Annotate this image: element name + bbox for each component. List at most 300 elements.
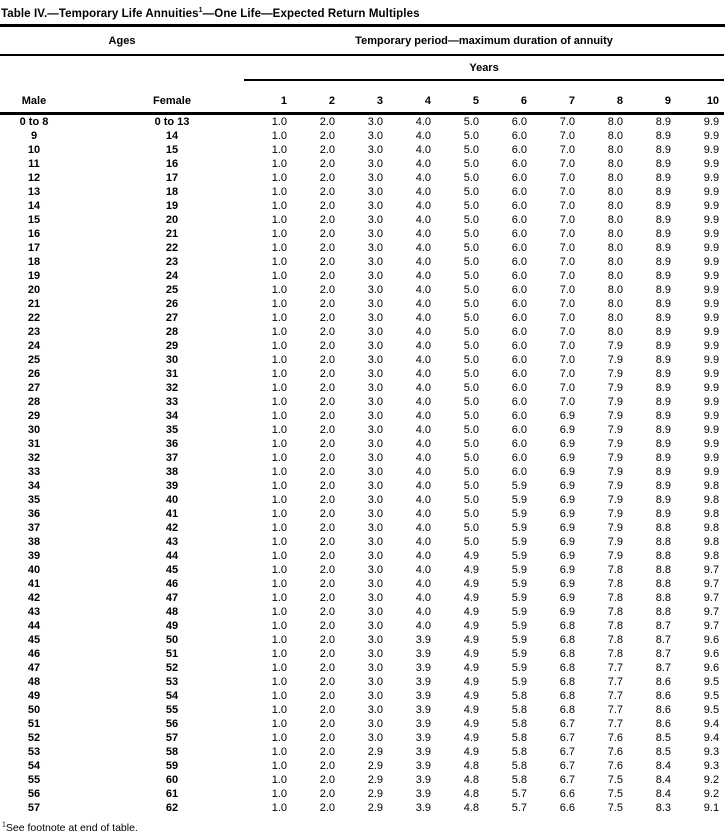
female-age-cell: 38 [165, 466, 179, 478]
multiple-value-cell: 9.8 [703, 494, 720, 506]
multiple-value-cell: 7.0 [559, 214, 575, 226]
multiple-value-cell: 5.0 [463, 382, 479, 394]
multiple-value-cell: 4.0 [415, 424, 431, 436]
multiple-value-cell: 3.0 [367, 592, 383, 604]
multiple-value-cell: 7.0 [559, 326, 575, 338]
multiple-value-cell: 3.0 [367, 284, 383, 296]
years-header: Years [244, 55, 724, 80]
multiple-value-cell: 5.9 [511, 550, 527, 562]
multiple-value-cell: 3.9 [415, 704, 431, 716]
male-age-cell: 36 [27, 508, 41, 520]
female-age-cell: 14 [165, 130, 179, 142]
multiple-value-cell: 8.0 [607, 256, 623, 268]
female-age-cell: 26 [165, 298, 179, 310]
multiple-value-cell: 4.0 [415, 466, 431, 478]
temporary-period-header: Temporary period—maximum duration of annuity [244, 27, 724, 55]
multiple-value-cell: 3.0 [367, 564, 383, 576]
multiple-value-cell: 7.9 [607, 340, 623, 352]
multiple-value-cell: 9.6 [703, 662, 720, 674]
multiple-value-cell: 8.8 [655, 564, 671, 576]
multiple-value-cell: 8.9 [655, 424, 671, 436]
multiple-value-cell: 3.9 [415, 690, 431, 702]
multiple-value-cell: 7.8 [607, 648, 623, 660]
female-age-cell: 42 [165, 522, 179, 534]
male-age-cell: 0 to 8 [19, 116, 49, 128]
footnote [0, 822, 725, 834]
male-age-cell: 45 [27, 634, 41, 646]
female-age-cell: 25 [165, 284, 179, 296]
male-age-cell: 42 [27, 592, 41, 604]
multiple-value-cell: 3.0 [367, 298, 383, 310]
multiple-value-cell: 1.0 [271, 228, 287, 240]
male-age-cell: 15 [27, 214, 41, 226]
multiple-value-cell: 8.9 [655, 214, 671, 226]
multiple-value-cell: 4.8 [463, 788, 479, 800]
female-age-cell: 21 [165, 228, 179, 240]
multiple-value-cell: 8.0 [607, 200, 623, 212]
multiple-value-cell: 1.0 [271, 522, 287, 534]
multiple-value-cell: 8.6 [655, 690, 671, 702]
multiple-value-cell: 8.9 [655, 396, 671, 408]
multiple-value-cell: 3.9 [415, 774, 431, 786]
multiple-value-cell: 5.0 [463, 172, 479, 184]
male-age-cell: 31 [27, 438, 41, 450]
multiple-value-cell: 1.0 [271, 634, 287, 646]
multiple-value-cell: 8.3 [655, 802, 671, 814]
multiple-value-cell: 1.0 [271, 648, 287, 660]
multiple-value-cell: 6.0 [511, 242, 527, 254]
title-text-pre: Table IV.—Temporary Life Annuities [1, 8, 199, 20]
multiple-value-cell: 7.9 [607, 354, 623, 366]
multiple-value-cell: 5.9 [511, 508, 527, 520]
male-age-cell: 27 [27, 382, 41, 394]
multiple-value-cell: 2.0 [319, 340, 335, 352]
multiple-value-cell: 3.9 [415, 802, 431, 814]
multiple-value-cell: 1.0 [271, 718, 287, 730]
male-age-cell: 55 [27, 774, 41, 786]
multiple-value-cell: 4.8 [463, 802, 479, 814]
multiple-value-cell: 4.0 [415, 326, 431, 338]
multiple-value-cell: 7.9 [607, 480, 623, 492]
multiple-value-cell: 3.0 [367, 228, 383, 240]
multiple-value-cell: 7.0 [559, 130, 575, 142]
multiple-value-cell: 2.0 [319, 508, 335, 520]
multiple-value-cell: 1.0 [271, 424, 287, 436]
multiple-value-cell: 6.0 [511, 256, 527, 268]
multiple-value-cell: 1.0 [271, 242, 287, 254]
multiple-value-cell: 9.7 [703, 606, 720, 618]
multiple-value-cell: 9.8 [703, 522, 720, 534]
multiple-value-cell: 6.0 [511, 130, 527, 142]
female-age-cell: 19 [165, 200, 179, 212]
multiple-value-cell: 5.9 [511, 522, 527, 534]
multiple-value-cell: 8.5 [655, 732, 671, 744]
multiple-value-cell: 2.0 [319, 634, 335, 646]
multiple-value-cell: 3.9 [415, 676, 431, 688]
female-age-cell: 39 [165, 480, 179, 492]
multiple-value-cell: 2.0 [319, 200, 335, 212]
multiple-value-cell: 2.0 [319, 480, 335, 492]
male-age-cell: 41 [27, 578, 41, 590]
multiple-value-cell: 9.9 [703, 242, 720, 254]
multiple-value-cell: 6.8 [559, 690, 575, 702]
multiple-value-cell: 2.0 [319, 802, 335, 814]
multiple-value-cell: 1.0 [271, 494, 287, 506]
table-row [0, 339, 724, 353]
multiple-value-cell: 1.0 [271, 732, 287, 744]
multiple-value-cell: 7.6 [607, 746, 623, 758]
multiple-value-cell: 8.7 [655, 648, 671, 660]
table-row [0, 479, 724, 493]
multiple-value-cell: 8.9 [655, 312, 671, 324]
multiple-value-cell: 8.8 [655, 536, 671, 548]
multiple-value-cell: 9.9 [703, 466, 720, 478]
multiple-value-cell: 5.9 [511, 620, 527, 632]
multiple-value-cell: 5.9 [511, 662, 527, 674]
multiple-value-cell: 8.7 [655, 634, 671, 646]
multiple-value-cell: 7.0 [559, 368, 575, 380]
multiple-value-cell: 1.0 [271, 312, 287, 324]
table-header [0, 27, 724, 114]
multiple-value-cell: 7.7 [607, 718, 623, 730]
multiple-value-cell: 2.0 [319, 172, 335, 184]
multiple-value-cell: 5.8 [511, 774, 527, 786]
multiple-value-cell: 9.7 [703, 592, 720, 604]
multiple-value-cell: 3.0 [367, 620, 383, 632]
female-age-cell: 43 [165, 536, 179, 548]
multiple-value-cell: 2.0 [319, 158, 335, 170]
multiple-value-cell: 1.0 [271, 158, 287, 170]
multiple-value-cell: 9.5 [703, 690, 720, 702]
multiple-value-cell: 7.7 [607, 690, 623, 702]
female-age-cell: 24 [165, 270, 179, 282]
multiple-value-cell: 6.9 [559, 536, 575, 548]
female-age-cell: 17 [165, 172, 179, 184]
year-column-header: 5 [436, 80, 484, 114]
multiple-value-cell: 1.0 [271, 200, 287, 212]
multiple-value-cell: 8.9 [655, 368, 671, 380]
multiple-value-cell: 1.0 [271, 186, 287, 198]
multiple-value-cell: 5.9 [511, 564, 527, 576]
multiple-value-cell: 3.0 [367, 648, 383, 660]
multiple-value-cell: 5.8 [511, 704, 527, 716]
female-age-cell: 44 [165, 550, 179, 562]
multiple-value-cell: 4.0 [415, 550, 431, 562]
multiple-value-cell: 1.0 [271, 676, 287, 688]
multiple-value-cell: 9.9 [703, 312, 720, 324]
multiple-value-cell: 2.0 [319, 564, 335, 576]
multiple-value-cell: 4.9 [463, 606, 479, 618]
multiple-value-cell: 7.0 [559, 200, 575, 212]
multiple-value-cell: 3.0 [367, 704, 383, 716]
multiple-value-cell: 9.8 [703, 550, 720, 562]
multiple-value-cell: 2.0 [319, 382, 335, 394]
multiple-value-cell: 2.0 [319, 494, 335, 506]
multiple-value-cell: 9.5 [703, 676, 720, 688]
female-age-cell: 62 [165, 802, 179, 814]
multiple-value-cell: 3.0 [367, 676, 383, 688]
multiple-value-cell: 7.0 [559, 256, 575, 268]
multiple-value-cell: 4.0 [415, 564, 431, 576]
female-column-header: Female [68, 80, 244, 114]
multiple-value-cell: 8.8 [655, 550, 671, 562]
multiple-value-cell: 3.0 [367, 172, 383, 184]
multiple-value-cell: 8.8 [655, 606, 671, 618]
multiple-value-cell: 3.0 [367, 116, 383, 128]
multiple-value-cell: 7.0 [559, 354, 575, 366]
multiple-value-cell: 9.8 [703, 480, 720, 492]
multiple-value-cell: 1.0 [271, 354, 287, 366]
multiple-value-cell: 4.0 [415, 536, 431, 548]
multiple-value-cell: 4.9 [463, 718, 479, 730]
multiple-value-cell: 2.9 [367, 802, 383, 814]
female-age-cell: 59 [165, 760, 179, 772]
multiple-value-cell: 4.0 [415, 116, 431, 128]
multiple-value-cell: 7.9 [607, 396, 623, 408]
multiple-value-cell: 5.0 [463, 354, 479, 366]
multiple-value-cell: 4.9 [463, 578, 479, 590]
multiple-value-cell: 6.0 [511, 424, 527, 436]
multiple-value-cell: 4.9 [463, 620, 479, 632]
multiple-value-cell: 5.8 [511, 718, 527, 730]
multiple-value-cell: 6.9 [559, 424, 575, 436]
footnote-text: See footnote at end of table. [5, 822, 138, 834]
table-row [0, 199, 724, 213]
table-row [0, 619, 724, 633]
multiple-value-cell: 8.9 [655, 480, 671, 492]
multiple-value-cell: 5.0 [463, 536, 479, 548]
multiple-value-cell: 3.0 [367, 494, 383, 506]
multiple-value-cell: 2.0 [319, 592, 335, 604]
multiple-value-cell: 4.0 [415, 522, 431, 534]
multiple-value-cell: 6.0 [511, 172, 527, 184]
multiple-value-cell: 5.0 [463, 424, 479, 436]
multiple-value-cell: 5.0 [463, 340, 479, 352]
multiple-value-cell: 5.0 [463, 452, 479, 464]
multiple-value-cell: 2.0 [319, 466, 335, 478]
table-row [0, 689, 724, 703]
multiple-value-cell: 6.7 [559, 760, 575, 772]
male-age-cell: 50 [27, 704, 41, 716]
multiple-value-cell: 9.9 [703, 284, 720, 296]
multiple-value-cell: 4.0 [415, 592, 431, 604]
female-age-cell: 60 [165, 774, 179, 786]
multiple-value-cell: 7.9 [607, 368, 623, 380]
multiple-value-cell: 6.8 [559, 648, 575, 660]
multiple-value-cell: 3.0 [367, 550, 383, 562]
multiple-value-cell: 8.0 [607, 242, 623, 254]
male-age-cell: 48 [27, 676, 41, 688]
multiple-value-cell: 7.0 [559, 116, 575, 128]
multiple-value-cell: 7.0 [559, 242, 575, 254]
multiple-value-cell: 3.0 [367, 606, 383, 618]
multiple-value-cell: 2.0 [319, 690, 335, 702]
multiple-value-cell: 2.0 [319, 550, 335, 562]
multiple-value-cell: 2.0 [319, 718, 335, 730]
multiple-value-cell: 2.0 [319, 438, 335, 450]
multiple-value-cell: 7.5 [607, 802, 623, 814]
multiple-value-cell: 4.9 [463, 592, 479, 604]
multiple-value-cell: 8.0 [607, 172, 623, 184]
female-age-cell: 34 [165, 410, 179, 422]
multiple-value-cell: 6.9 [559, 410, 575, 422]
male-age-cell: 20 [27, 284, 41, 296]
multiple-value-cell: 4.0 [415, 144, 431, 156]
male-age-cell: 25 [27, 354, 41, 366]
multiple-value-cell: 3.0 [367, 368, 383, 380]
male-age-cell: 11 [28, 158, 40, 170]
female-age-cell: 54 [165, 690, 179, 702]
multiple-value-cell: 6.0 [511, 214, 527, 226]
multiple-value-cell: 3.0 [367, 340, 383, 352]
multiple-value-cell: 8.9 [655, 298, 671, 310]
multiple-value-cell: 7.0 [559, 382, 575, 394]
multiple-value-cell: 7.9 [607, 466, 623, 478]
multiple-value-cell: 5.0 [463, 158, 479, 170]
multiple-value-cell: 8.5 [655, 746, 671, 758]
multiple-value-cell: 4.8 [463, 760, 479, 772]
male-age-cell: 56 [27, 788, 41, 800]
multiple-value-cell: 2.0 [319, 536, 335, 548]
multiple-value-cell: 9.9 [703, 116, 720, 128]
multiple-value-cell: 2.0 [319, 648, 335, 660]
table-row [0, 255, 724, 269]
multiple-value-cell: 3.0 [367, 662, 383, 674]
multiple-value-cell: 9.5 [703, 704, 720, 716]
table-row [0, 605, 724, 619]
multiple-value-cell: 5.9 [511, 592, 527, 604]
multiple-value-cell: 9.9 [703, 410, 720, 422]
multiple-value-cell: 2.0 [319, 704, 335, 716]
table-row [0, 381, 724, 395]
multiple-value-cell: 9.9 [703, 186, 720, 198]
multiple-value-cell: 1.0 [271, 480, 287, 492]
multiple-value-cell: 3.0 [367, 312, 383, 324]
multiple-value-cell: 5.0 [463, 368, 479, 380]
multiple-value-cell: 7.9 [607, 522, 623, 534]
female-age-cell: 23 [165, 256, 179, 268]
multiple-value-cell: 3.0 [367, 144, 383, 156]
multiple-value-cell: 6.8 [559, 676, 575, 688]
multiple-value-cell: 1.0 [271, 410, 287, 422]
male-age-cell: 28 [27, 396, 41, 408]
multiple-value-cell: 6.9 [559, 508, 575, 520]
multiple-value-cell: 7.5 [607, 774, 623, 786]
male-age-cell: 34 [27, 480, 41, 492]
year-column-header: 9 [628, 80, 676, 114]
multiple-value-cell: 1.0 [271, 508, 287, 520]
multiple-value-cell: 9.8 [703, 536, 720, 548]
multiple-value-cell: 9.9 [703, 438, 720, 450]
male-age-cell: 10 [27, 144, 41, 156]
female-age-cell: 55 [165, 704, 179, 716]
multiple-value-cell: 3.9 [415, 718, 431, 730]
multiple-value-cell: 6.7 [559, 746, 575, 758]
multiple-value-cell: 8.9 [655, 438, 671, 450]
multiple-value-cell: 2.0 [319, 354, 335, 366]
multiple-value-cell: 8.0 [607, 270, 623, 282]
multiple-value-cell: 4.0 [415, 298, 431, 310]
multiple-value-cell: 2.0 [319, 326, 335, 338]
female-age-cell: 22 [165, 242, 179, 254]
multiple-value-cell: 8.9 [655, 494, 671, 506]
multiple-value-cell: 5.8 [511, 732, 527, 744]
multiple-value-cell: 7.7 [607, 704, 623, 716]
table-body [0, 114, 724, 816]
male-age-cell: 14 [27, 200, 41, 212]
multiple-value-cell: 2.0 [319, 396, 335, 408]
male-age-cell: 37 [27, 522, 41, 534]
female-age-cell: 35 [165, 424, 179, 436]
multiple-value-cell: 3.0 [367, 270, 383, 282]
table-row [0, 661, 724, 675]
multiple-value-cell: 1.0 [271, 172, 287, 184]
header-spacer-cell [0, 55, 244, 80]
multiple-value-cell: 7.7 [607, 662, 623, 674]
multiple-value-cell: 8.0 [607, 312, 623, 324]
multiple-value-cell: 5.0 [463, 396, 479, 408]
multiple-value-cell: 1.0 [271, 382, 287, 394]
multiple-value-cell: 3.9 [415, 648, 431, 660]
year-column-header: 3 [340, 80, 388, 114]
footnote-marker: 1 [2, 821, 6, 829]
male-age-cell: 49 [27, 690, 41, 702]
multiple-value-cell: 3.0 [367, 200, 383, 212]
multiple-value-cell: 8.0 [607, 298, 623, 310]
multiple-value-cell: 3.9 [415, 760, 431, 772]
multiple-value-cell: 7.8 [607, 564, 623, 576]
multiple-value-cell: 9.9 [703, 452, 720, 464]
multiple-value-cell: 5.0 [463, 466, 479, 478]
multiple-value-cell: 4.0 [415, 186, 431, 198]
multiple-value-cell: 3.0 [367, 718, 383, 730]
multiple-value-cell: 3.9 [415, 634, 431, 646]
multiple-value-cell: 6.0 [511, 116, 527, 128]
multiple-value-cell: 9.6 [703, 634, 720, 646]
multiple-value-cell: 9.9 [703, 228, 720, 240]
multiple-value-cell: 3.0 [367, 424, 383, 436]
multiple-value-cell: 8.9 [655, 186, 671, 198]
multiple-value-cell: 5.9 [511, 578, 527, 590]
multiple-value-cell: 8.9 [655, 326, 671, 338]
multiple-value-cell: 8.9 [655, 340, 671, 352]
multiple-value-cell: 8.4 [655, 760, 671, 772]
multiple-value-cell: 5.0 [463, 508, 479, 520]
multiple-value-cell: 8.9 [655, 354, 671, 366]
table-row [0, 717, 724, 731]
multiple-value-cell: 6.8 [559, 662, 575, 674]
multiple-value-cell: 3.0 [367, 396, 383, 408]
multiple-value-cell: 3.0 [367, 508, 383, 520]
multiple-value-cell: 1.0 [271, 438, 287, 450]
multiple-value-cell: 2.9 [367, 788, 383, 800]
multiple-value-cell: 3.0 [367, 326, 383, 338]
multiple-value-cell: 2.0 [319, 774, 335, 786]
multiple-value-cell: 9.9 [703, 172, 720, 184]
table-row [0, 507, 724, 521]
multiple-value-cell: 1.0 [271, 774, 287, 786]
male-age-cell: 54 [27, 760, 41, 772]
multiple-value-cell: 9.7 [703, 620, 720, 632]
multiple-value-cell: 3.9 [415, 732, 431, 744]
multiple-value-cell: 1.0 [271, 396, 287, 408]
multiple-value-cell: 8.0 [607, 116, 623, 128]
table-row [0, 143, 724, 157]
table-row [0, 395, 724, 409]
multiple-value-cell: 4.0 [415, 200, 431, 212]
multiple-value-cell: 7.0 [559, 298, 575, 310]
male-age-cell: 24 [27, 340, 41, 352]
